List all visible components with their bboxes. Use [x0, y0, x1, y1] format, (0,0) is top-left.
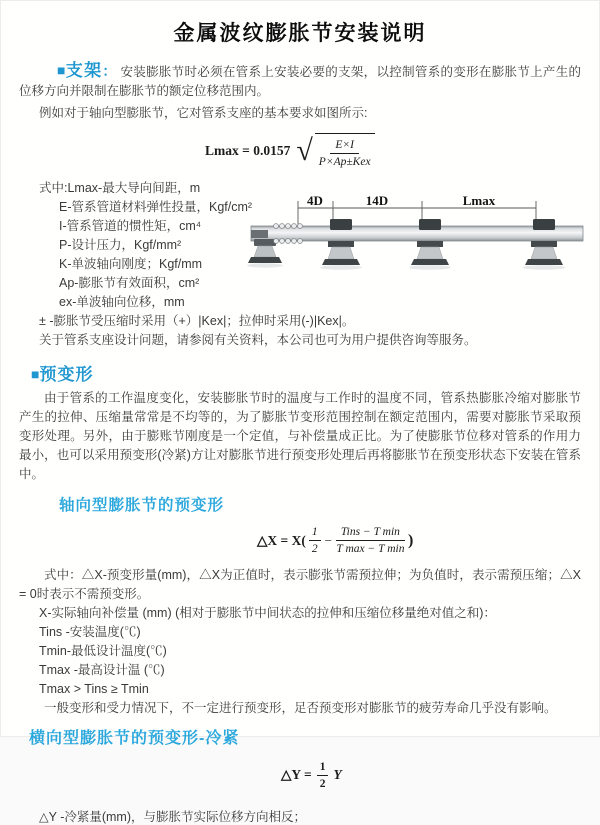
definition-k: K-单波轴向刚度；Kgf/mm	[59, 256, 203, 271]
support-intro-paragraph	[19, 61, 581, 101]
formula-lateral-lhs: △Y =	[281, 767, 312, 783]
definition-ap: Ap-膨胀节有效面积，cm²	[59, 275, 200, 290]
support-example-line: 例如对于轴向型膨胀节，它对管系支座的基本要求如图所示:	[39, 106, 368, 120]
formula-axial-rhs: )	[407, 531, 414, 549]
formula-lateral-rhs: Y	[333, 767, 342, 783]
formula-lmax-numerator: E×I	[330, 138, 359, 154]
formula-axial-half-den: 2	[311, 543, 318, 556]
lateral-note-line: △Y -冷紧量(mm)，与膨胀节实际位移方向相反；	[39, 810, 307, 825]
pipe-support-diagram-svg	[249, 193, 595, 295]
minus-sign: −	[324, 532, 332, 548]
support-service-note: 关于管系支座设计问题，请参阅有关资料，本公司也可为用户提供咨询等服务。	[39, 332, 477, 347]
formula-axial-lhs: △X = X(	[257, 532, 306, 548]
formula-lmax-denominator: P×Ap±Kex	[318, 156, 371, 169]
section-heading-support: 支架	[65, 61, 103, 80]
temp-inequality: Tmax > Tins ≥ Tmin	[39, 681, 149, 696]
formula-lateral-den: 2	[319, 777, 326, 790]
axial-explain-paragraph: 式中：△X-预变形量(mm)，△X为正值时，表示膨张节需预拉伸；为负值时，表示需预压缩；△X = 0时表示不需预变形。	[19, 567, 581, 601]
tmin-definition: Tmin-最低设计温度(℃)	[39, 643, 167, 658]
definition-pm: ± -膨胀节受压缩时采用（+）|Kex|；拉伸时采用(-)|Kex|。	[39, 313, 355, 328]
definition-lmax: 式中:Lmax-最大导向间距，m	[39, 180, 201, 195]
definition-p: P-设计压力，Kgf/mm²	[59, 237, 182, 252]
preform-body-paragraph: 由于管系的工作温度变化，安装膨胀节时的温度与工作时的温度不同，管系热膨胀冷缩对膨胀节产生的拉伸、压缩量常常是不均等的，为了膨胀节变形范围控制在额定范围内，需要对膨胀节采取预变形处理。另外，由于膨账节刚度是一个定值，与补偿量成正比。为了使膨胀节位移对管系的作用力最小，也可以采用预变形(冷紧)方让对膨胀节进行预变形处理后再将膨胀节在预变形状态下安装在管系中。	[19, 390, 581, 481]
formula-axial-half-num: 1	[309, 525, 321, 541]
formula-axial	[257, 525, 581, 557]
preform-section-heading	[31, 360, 581, 385]
section-heading-preform: 预变形	[39, 364, 94, 384]
section-heading-colon: ：	[102, 63, 117, 79]
dim-label-14d: 14D	[365, 193, 389, 208]
axial-subheading: 轴向型膨胀节的预变形	[59, 496, 225, 514]
formula-lateral-num: 1	[317, 760, 329, 776]
tmax-definition: Tmax -最高设计温 (℃)	[39, 662, 165, 677]
formula-lateral	[281, 760, 581, 792]
axial-note-paragraph: 一般变形和受力情况下，不一定进行预变形，足否预变形对膨胀节的疲劳寿命几乎没有影响。	[44, 700, 557, 715]
formula-lmax-fraction	[315, 133, 375, 170]
formula-axial-temp-den: T max − T min	[336, 543, 405, 556]
radical-sign: √	[296, 134, 313, 168]
lateral-subheading: 横向型膨胀节的预变形-冷紧	[29, 729, 240, 747]
section-bullet-icon: ■	[57, 62, 66, 78]
page-title: 金属波纹膨胀节安装说明	[173, 22, 427, 45]
section-bullet-icon: ■	[31, 365, 40, 382]
formula-lmax	[205, 133, 581, 170]
definition-e: E-管系管道材料弹性投量，Kgf/cm²	[59, 199, 253, 214]
dim-label-lmax: Lmax	[462, 193, 496, 208]
formula-axial-temp-num: Tins − T min	[336, 525, 405, 541]
pipe-support-diagram	[249, 193, 595, 295]
dim-label-4d: 4D	[307, 193, 323, 208]
support-intro-text: 安装膨胀节时必须在管系上安装必要的支架，以控制管系的变形在膨胀节上产生的位移方向并限制在膨胀节的额定位移范围内。	[19, 65, 581, 98]
definition-ex: ex-单波轴向位移，mm	[59, 294, 185, 309]
tins-definition: Tins -安装温度(℃)	[39, 624, 141, 639]
definition-i: I-管系管道的惯性矩，cm⁴	[59, 218, 202, 233]
formula-lmax-lhs: Lmax = 0.0157	[205, 143, 291, 159]
axial-x-definition: X-实际轴向补偿量 (mm) (相对于膨胀节中间状态的拉伸和压缩位移量绝对值之和)：	[39, 605, 496, 620]
